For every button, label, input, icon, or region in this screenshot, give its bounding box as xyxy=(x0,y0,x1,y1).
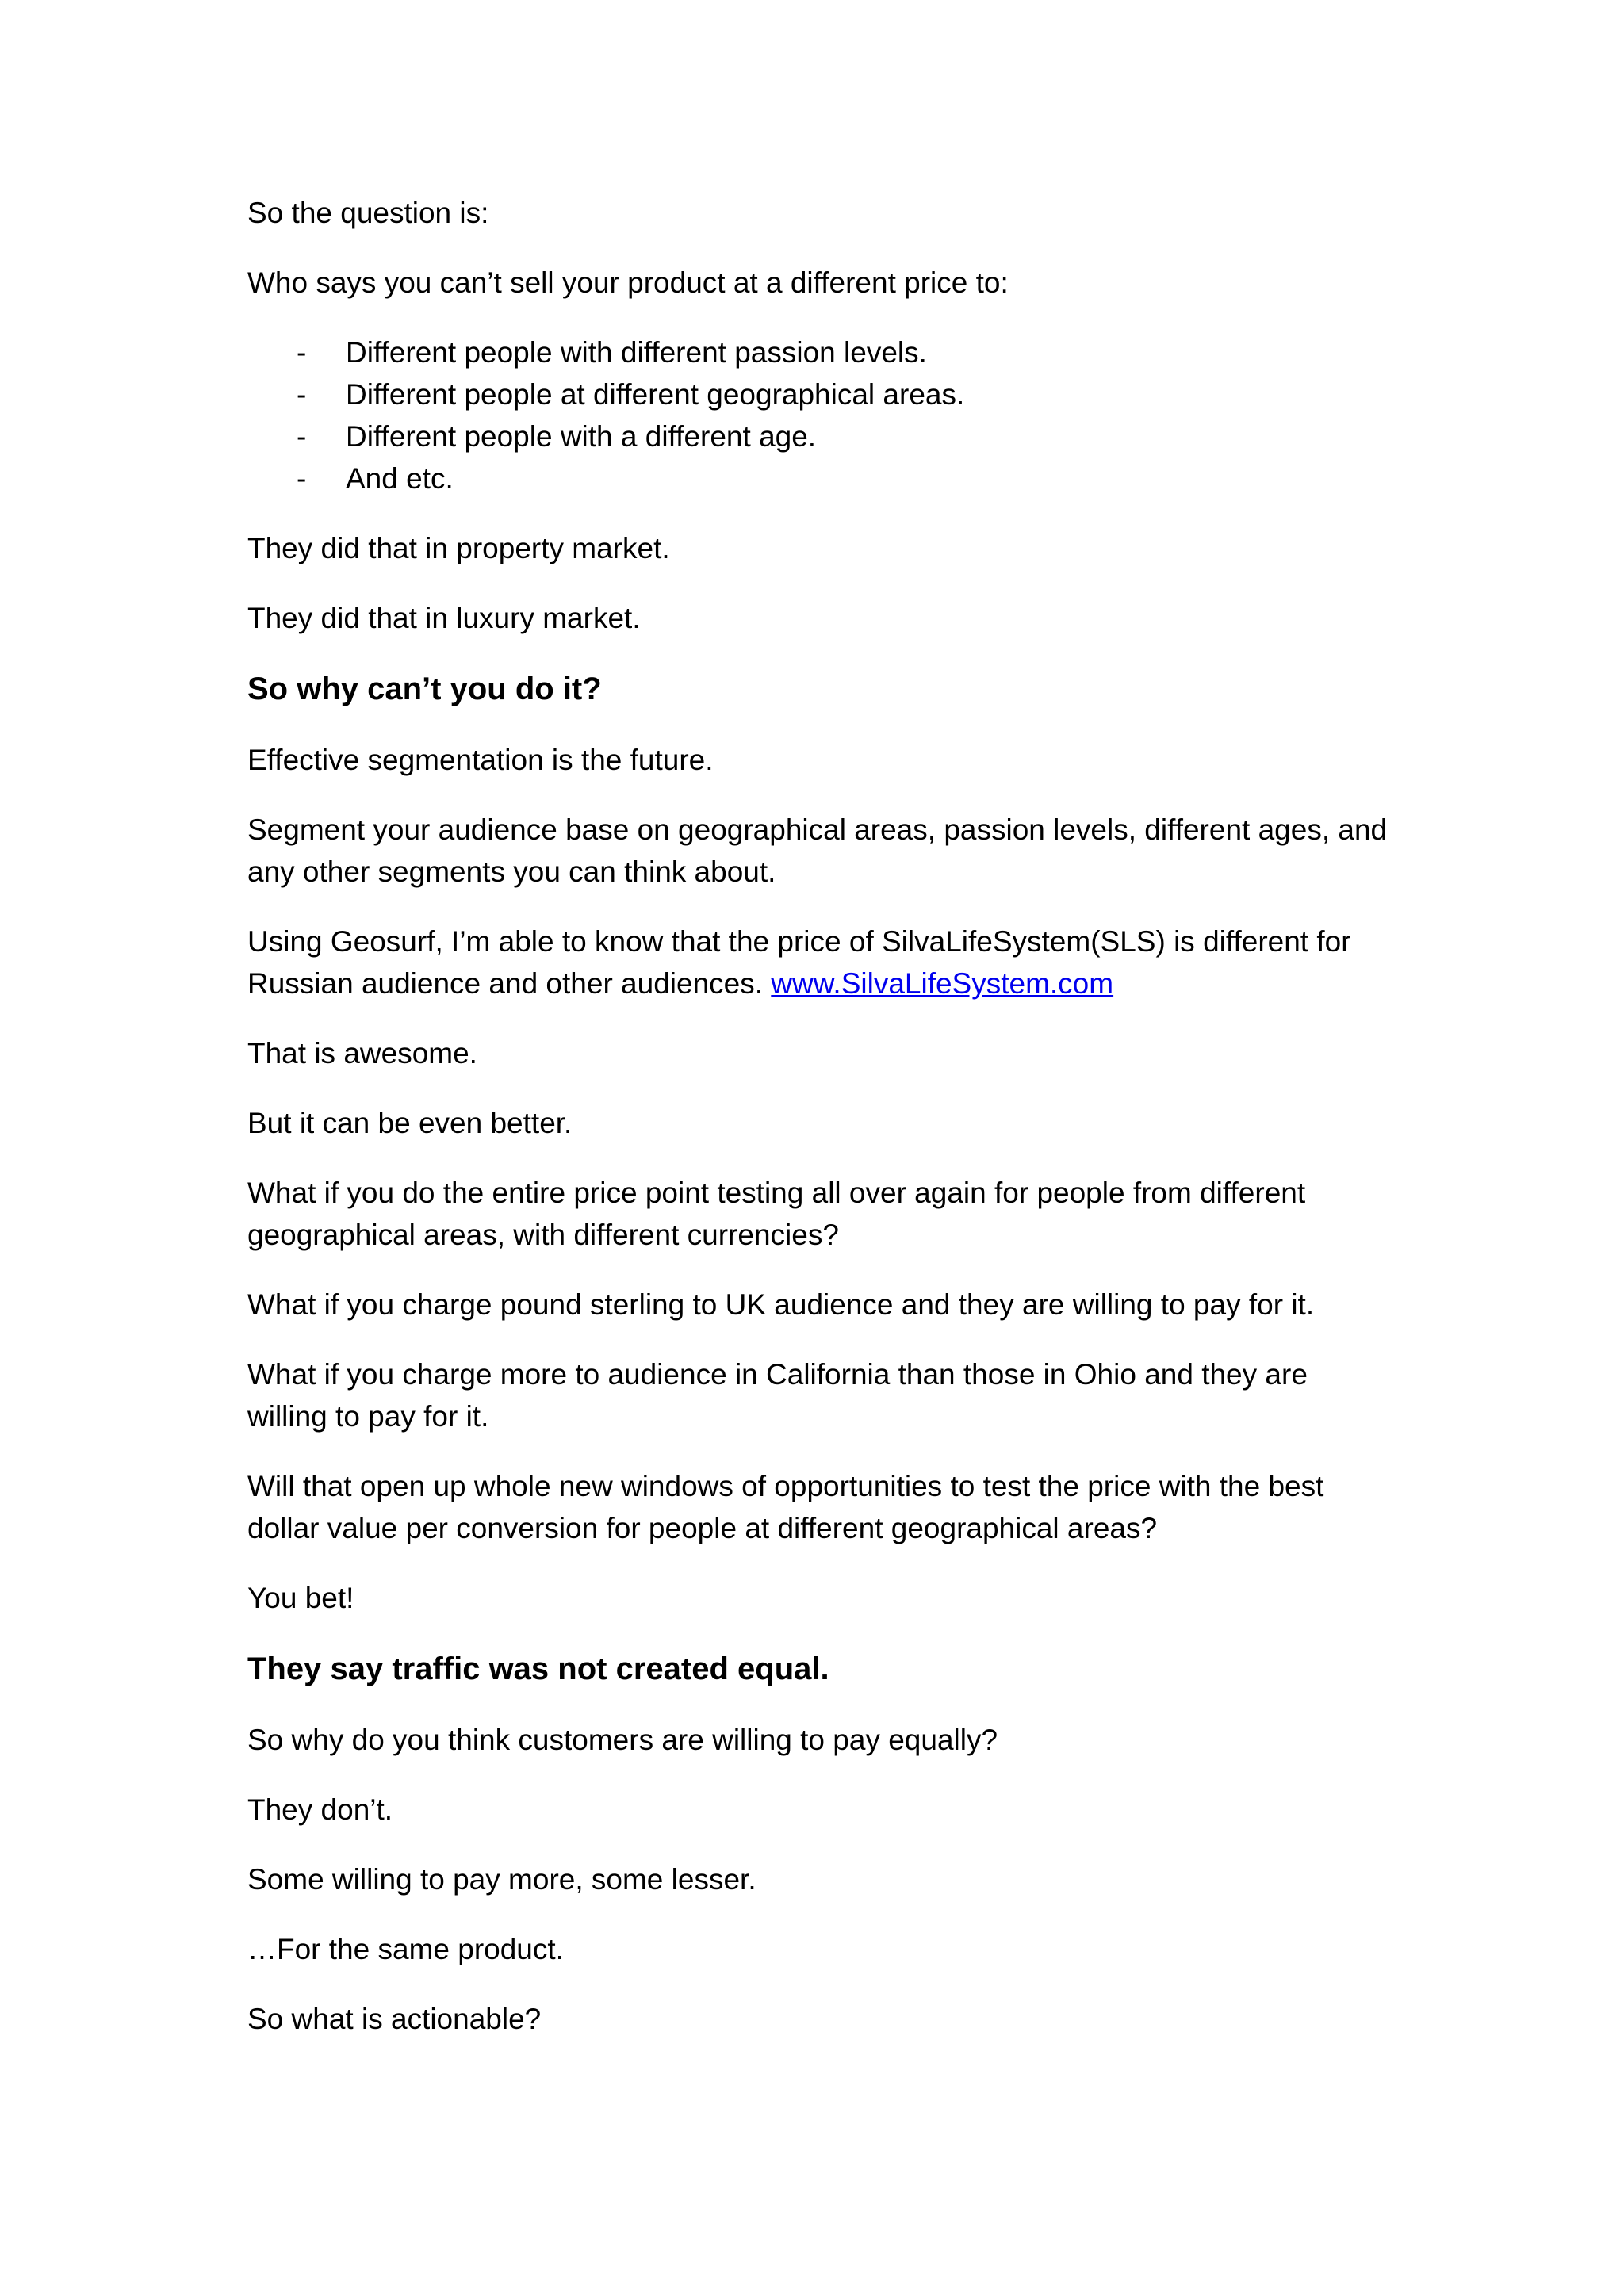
list-item xyxy=(247,331,1393,373)
paragraph: So what is actionable? xyxy=(247,2003,542,2035)
paragraph: What if you do the entire price point testing all over again for people from different geographical areas, with different currencies? xyxy=(247,1177,1306,1251)
paragraph: Some willing to pay more, some lesser. xyxy=(247,1863,756,1896)
paragraph: That is awesome. xyxy=(247,1037,477,1070)
paragraph: …For the same product. xyxy=(247,1933,564,1965)
bullet-dash: - xyxy=(297,336,307,369)
paragraph: Effective segmentation is the future. xyxy=(247,744,714,776)
paragraph-with-link xyxy=(247,920,1393,1004)
list-item-text: Different people with different passion levels. xyxy=(346,336,927,369)
document-body xyxy=(247,192,1393,2068)
list-item xyxy=(247,373,1393,415)
paragraph: Who says you can’t sell your product at a different price to: xyxy=(247,266,1009,299)
bullet-dash: - xyxy=(297,378,307,411)
paragraph-text: Using Geosurf, I’m able to know that the price of SilvaLifeSystem(SLS) is different for Russian audience and other audiences. xyxy=(247,925,1351,1000)
paragraph: So the question is: xyxy=(247,197,489,229)
bullet-dash: - xyxy=(297,462,307,495)
paragraph: You bet! xyxy=(247,1582,354,1614)
paragraph: Segment your audience base on geographical areas, passion levels, different ages, and any other segments you can think about. xyxy=(247,813,1388,888)
paragraph: They don’t. xyxy=(247,1793,393,1826)
list-item-text: Different people with a different age. xyxy=(346,420,817,453)
paragraph: Will that open up whole new windows of opportunities to test the price with the best dollar value per conversion for people at different geographical areas? xyxy=(247,1470,1324,1544)
paragraph: They did that in property market. xyxy=(247,532,670,564)
section-heading: So why can’t you do it? xyxy=(247,672,602,706)
paragraph: But it can be even better. xyxy=(247,1107,573,1139)
list-item-text: Different people at different geographical areas. xyxy=(346,378,965,411)
bullet-list xyxy=(247,331,1393,499)
paragraph: What if you charge more to audience in California than those in Ohio and they are willing to pay for it. xyxy=(247,1358,1308,1433)
list-item-text: And etc. xyxy=(346,462,454,495)
section-heading: They say traffic was not created equal. xyxy=(247,1651,829,1686)
silva-life-system-link[interactable]: www.SilvaLifeSystem.com xyxy=(771,967,1114,1000)
paragraph: So why do you think customers are willing to pay equally? xyxy=(247,1724,998,1756)
paragraph: They did that in luxury market. xyxy=(247,602,641,634)
paragraph: What if you charge pound sterling to UK audience and they are willing to pay for it. xyxy=(247,1288,1315,1321)
list-item xyxy=(247,415,1393,457)
list-item xyxy=(247,457,1393,499)
bullet-dash: - xyxy=(297,420,307,453)
